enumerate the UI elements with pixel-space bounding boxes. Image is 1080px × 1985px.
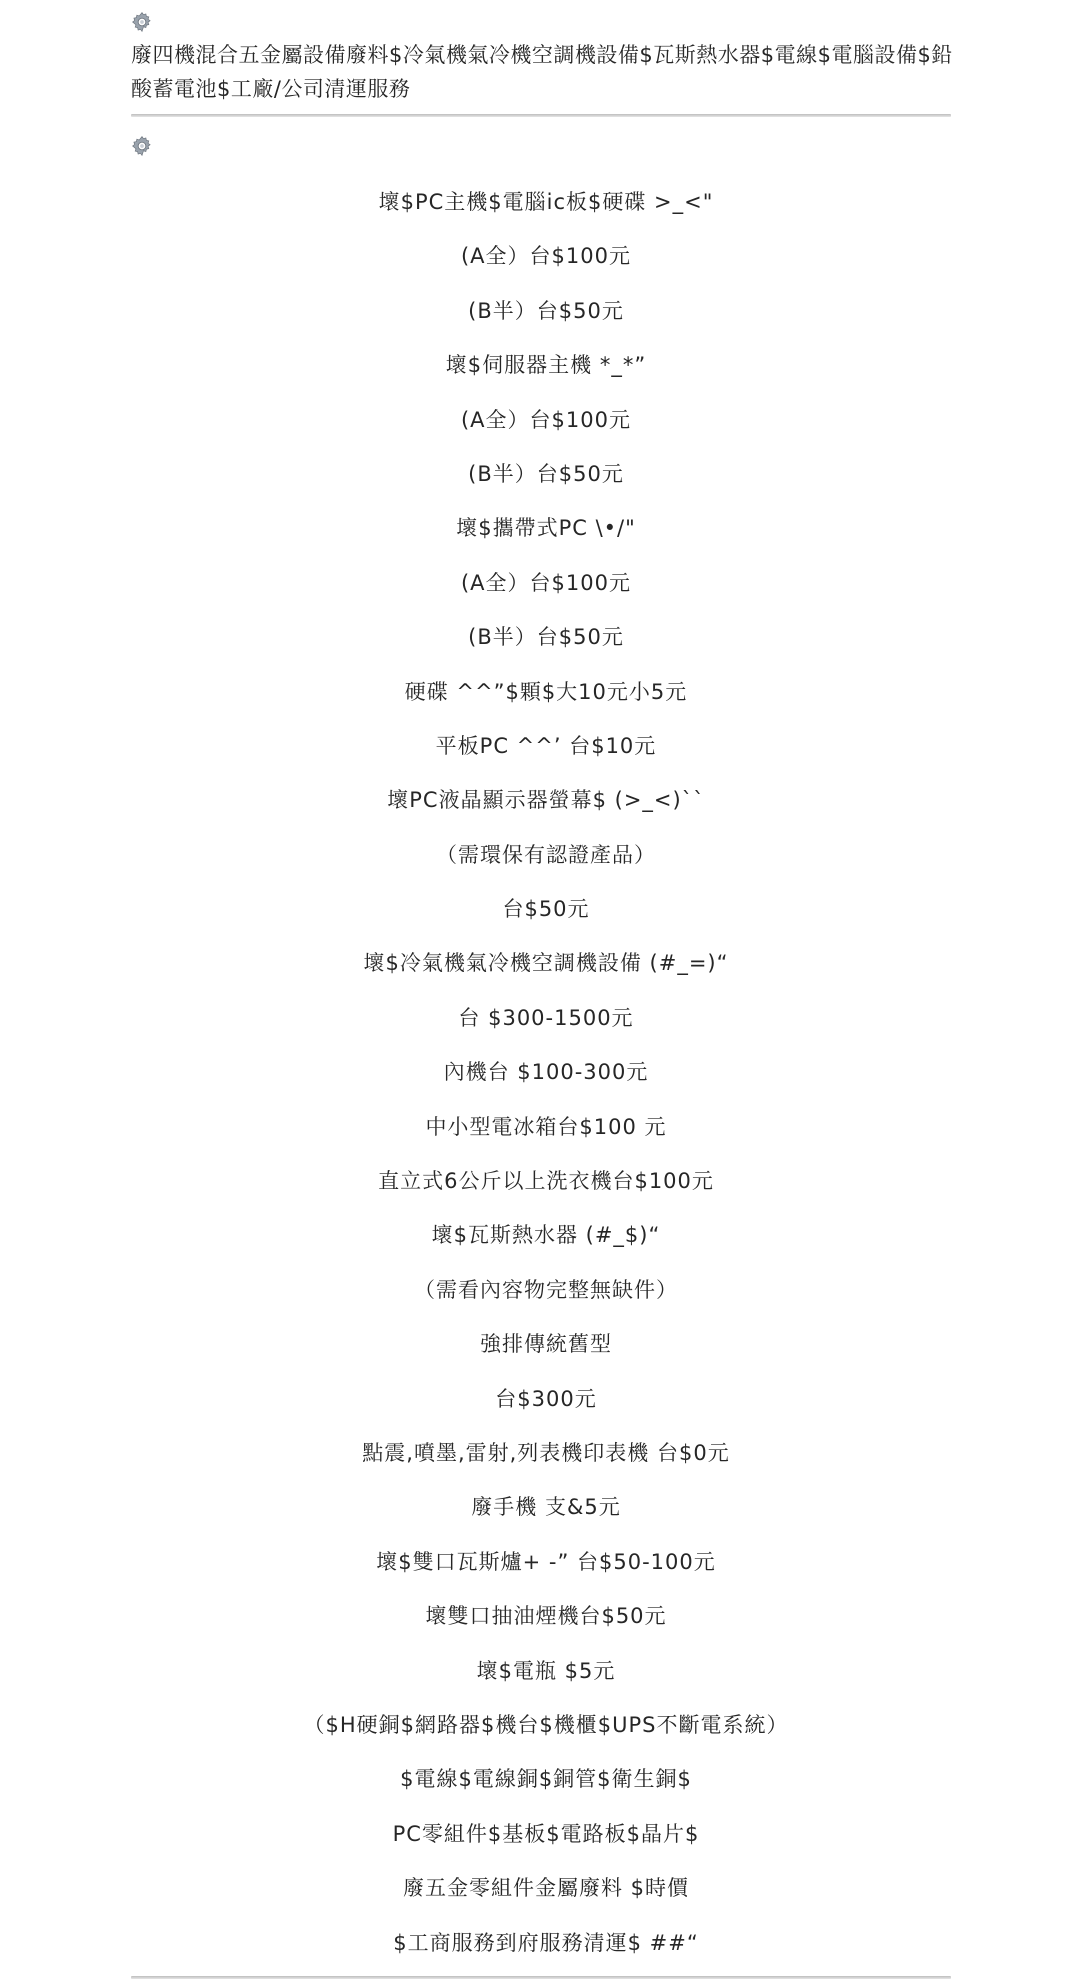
list-item: 壞雙口抽油煙機台$50元 bbox=[425, 1604, 667, 1629]
list-item: 壞$電瓶 $5元 bbox=[476, 1658, 616, 1683]
list-item: (A全）台$100元 bbox=[460, 244, 631, 269]
list-item: (B半）台$50元 bbox=[468, 461, 624, 486]
list-item: 台$50元 bbox=[502, 897, 590, 922]
list-item: 廢五金零組件金屬廢料 $時價 bbox=[402, 1876, 690, 1901]
list-item: $工商服務到府服務清運$ ##“ bbox=[393, 1930, 699, 1955]
list-item: 壞$瓦斯熱水器 (#_$)“ bbox=[431, 1223, 661, 1248]
list-item: 壞$冷氣機氣冷機空調機設備 (#_=)“ bbox=[363, 951, 729, 976]
list-item: （需看內容物完整無缺件） bbox=[414, 1277, 678, 1302]
list-item: （需環保有認證產品） bbox=[436, 842, 656, 867]
list-item: 內機台 $100-300元 bbox=[443, 1060, 649, 1085]
list-item: 強排傳統舊型 bbox=[480, 1332, 612, 1357]
price-list bbox=[131, 175, 961, 1970]
list-item: 中小型電冰箱台$100 元 bbox=[425, 1114, 667, 1139]
list-item: (B半）台$50元 bbox=[468, 298, 624, 323]
gear-icon bbox=[131, 11, 153, 33]
list-item: 廢手機 支&5元 bbox=[471, 1495, 621, 1520]
list-item: 點震,噴墨,雷射,列表機印表機 台$0元 bbox=[362, 1440, 730, 1465]
list-item: 直立式6公斤以上洗衣機台$100元 bbox=[378, 1169, 714, 1194]
list-item: 壞$雙口瓦斯爐+ -” 台$50-100元 bbox=[376, 1549, 716, 1574]
list-item: (B半）台$50元 bbox=[468, 625, 624, 650]
gear-icon bbox=[131, 135, 153, 157]
divider bbox=[131, 114, 951, 117]
divider bbox=[131, 1976, 951, 1979]
list-item: (A全）台$100元 bbox=[460, 407, 631, 432]
page-title: 廢四機混合五金屬設備廢料$冷氣機氣冷機空調機設備$瓦斯熱水器$電線$電腦設備$鉛酸蓄電池$工廠/公司清運服務 bbox=[131, 43, 953, 101]
list-item: 硬碟 ^^”$顆$大10元小5元 bbox=[404, 679, 688, 704]
list-item: PC零組件$基板$電路板$晶片$ bbox=[392, 1821, 700, 1846]
list-item: 壞$伺服器主機 *_*” bbox=[445, 353, 647, 378]
list-item: 台$300元 bbox=[495, 1386, 597, 1411]
list-item: 台 $300-1500元 bbox=[458, 1005, 634, 1030]
list-item: (A全）台$100元 bbox=[460, 570, 631, 595]
list-item: 壞$PC主機$電腦ic板$硬碟 >_<" bbox=[378, 190, 714, 214]
list-item: 平板PC ^^’ 台$10元 bbox=[435, 733, 657, 758]
list-item: 壞PC液晶顯示器螢幕$ (>_<)`` bbox=[387, 788, 705, 813]
list-item: $電線$電線銅$銅管$衛生銅$ bbox=[400, 1767, 692, 1792]
list-item: 壞$攜帶式PC \•/" bbox=[456, 516, 636, 541]
list-item: （$H硬銅$網路器$機台$機櫃$UPS不斷電系統） bbox=[303, 1712, 789, 1737]
